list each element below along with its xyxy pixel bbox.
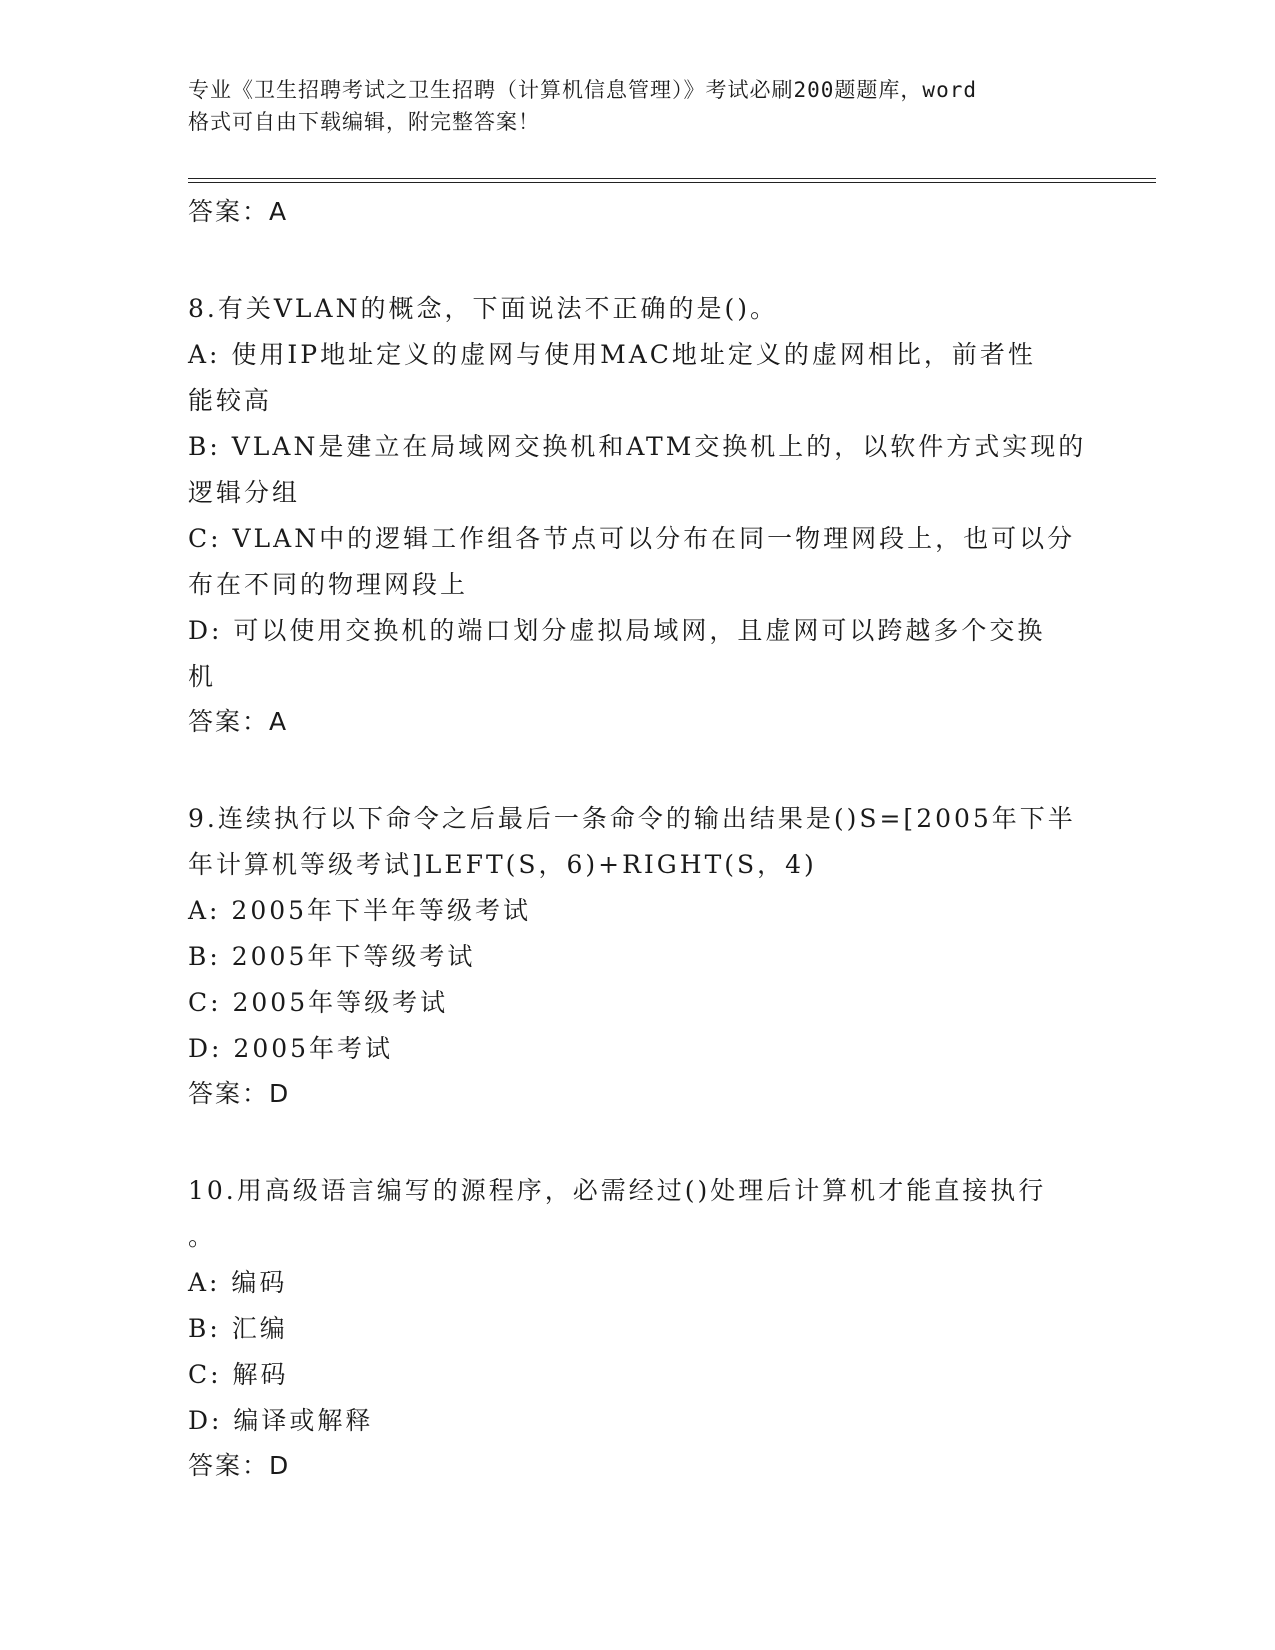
question-10-stem-line-1: 10.用高级语言编写的源程序，必需经过()处理后计算机才能直接执行	[188, 1176, 1047, 1205]
question-8-option-a	[188, 332, 1088, 424]
option-a-line-2: 能较高	[188, 386, 273, 415]
question-9-option-c: C: 2005年等级考试	[188, 988, 449, 1017]
option-b-line-1: B: VLAN是建立在局域网交换机和ATM交换机上的，以软件方式实现的	[188, 432, 1087, 461]
option-c-line-1: C: VLAN中的逻辑工作组各节点可以分布在同一物理网段上，也可以分	[188, 524, 1076, 553]
question-9-option-d: D: 2005年考试	[188, 1034, 394, 1063]
question-8-answer: 答案：A	[188, 707, 289, 736]
header-line-1: 专业《卫生招聘考试之卫生招聘（计算机信息管理）》考试必刷200题题库，word	[188, 78, 977, 102]
question-8-option-b	[188, 424, 1088, 516]
question-9-option-a: A: 2005年下半年等级考试	[188, 896, 532, 925]
question-10-option-b: B: 汇编	[188, 1314, 288, 1343]
header-line-2: 格式可自由下载编辑，附完整答案！	[188, 110, 540, 134]
question-8	[188, 286, 1088, 700]
answer-prev: 答案：A	[188, 197, 289, 226]
question-10-stem-line-2: 。	[188, 1222, 217, 1251]
question-8-stem: 8.有关VLAN的概念，下面说法不正确的是()。	[188, 294, 778, 323]
question-9-option-b: B: 2005年下等级考试	[188, 942, 476, 971]
header-divider-top	[188, 178, 1156, 179]
question-8-option-c	[188, 516, 1088, 608]
option-d-line-2: 机	[188, 662, 217, 691]
question-9-stem-line-1: 9.连续执行以下命令之后最后一条命令的输出结果是()S=[2005年下半	[188, 804, 1076, 833]
question-10-option-a: A: 编码	[188, 1268, 288, 1297]
question-10-option-c: C: 解码	[188, 1360, 289, 1389]
header-divider-bottom	[188, 182, 1156, 183]
question-10	[188, 1168, 1088, 1444]
question-10-option-d: D: 编译或解释	[188, 1406, 374, 1435]
question-9	[188, 796, 1088, 1072]
document-body	[188, 190, 1088, 1484]
document-header	[188, 74, 1088, 138]
option-b-line-2: 逻辑分组	[188, 478, 301, 507]
option-c-line-2: 布在不同的物理网段上	[188, 570, 469, 599]
option-a-line-1: A: 使用IP地址定义的虚网与使用MAC地址定义的虚网相比，前者性	[188, 340, 1036, 369]
question-9-answer: 答案：D	[188, 1079, 291, 1108]
question-10-answer: 答案：D	[188, 1451, 291, 1480]
question-8-option-d	[188, 608, 1088, 700]
option-d-line-1: D: 可以使用交换机的端口划分虚拟局域网，且虚网可以跨越多个交换	[188, 616, 1046, 645]
question-9-stem-line-2: 年计算机等级考试]LEFT(S，6)+RIGHT(S，4)	[188, 850, 817, 879]
